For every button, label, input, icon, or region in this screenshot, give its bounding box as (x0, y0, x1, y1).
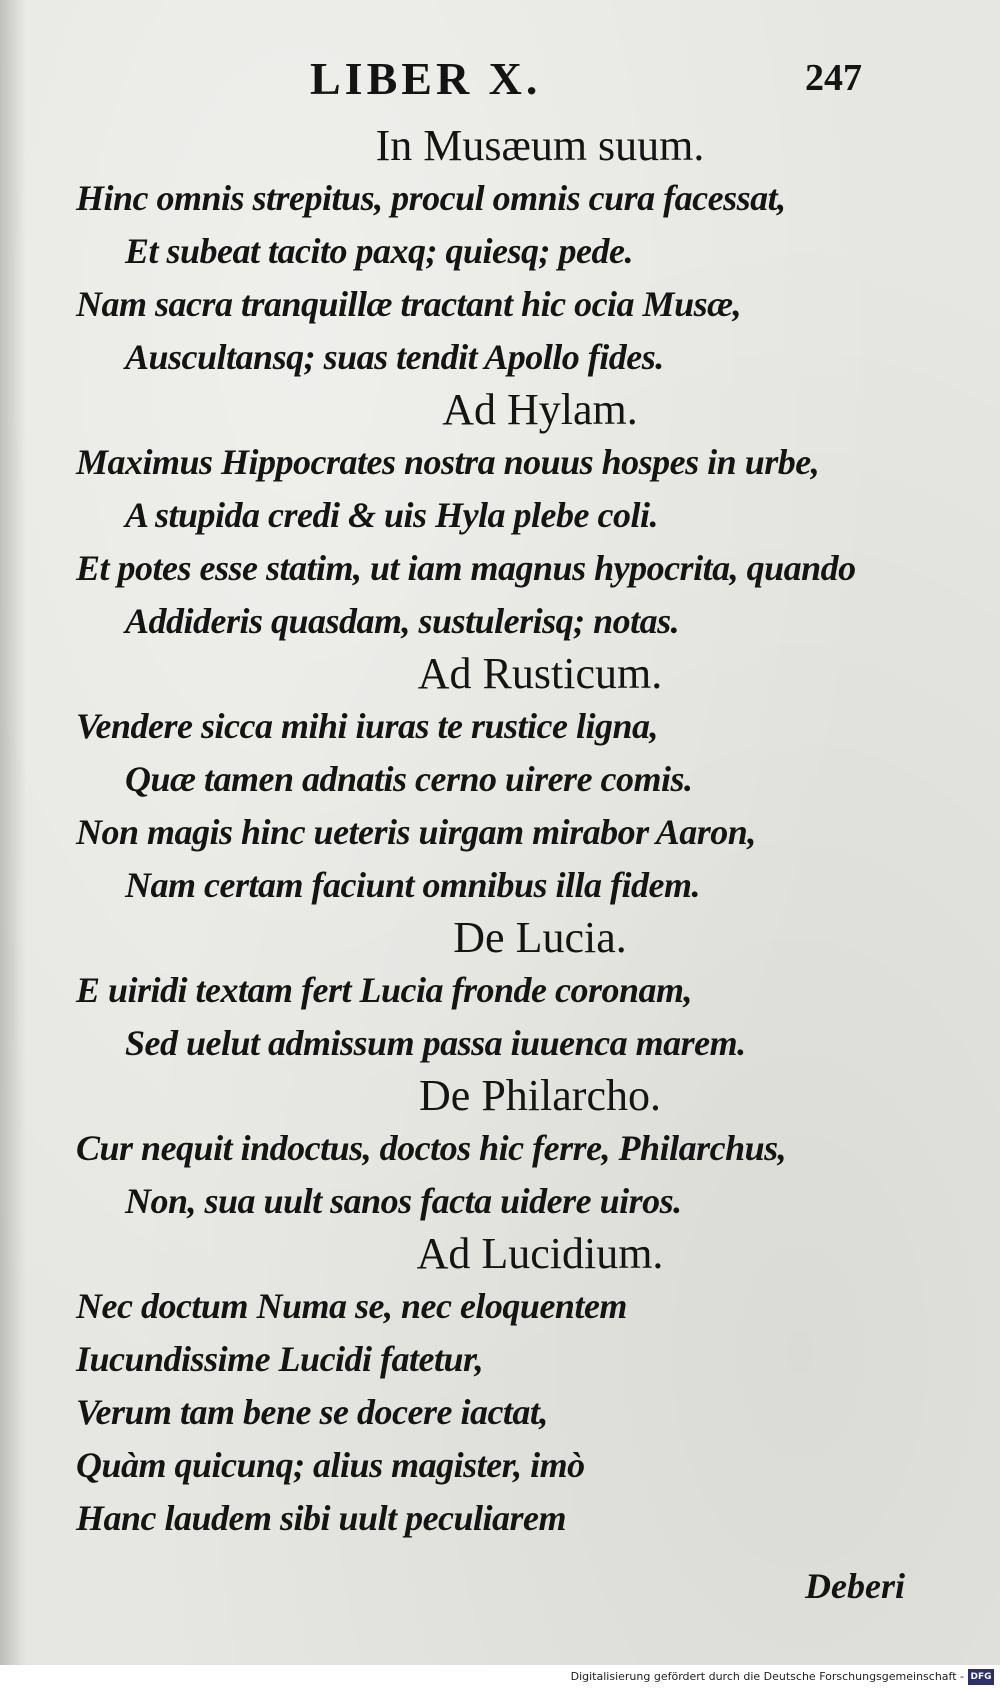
funding-notice: Digitalisierung gefördert durch die Deutsche Forschungsgemeinschaft - (570, 1670, 964, 1683)
verse-line: Maximus Hippocrates nostra nouus hospes in urbe, (76, 442, 820, 482)
verse-line: Addideris quasdam, sustulerisq; notas. (125, 601, 680, 641)
verse-line: Hinc omnis strepitus, procul omnis cura facessat, (76, 178, 786, 218)
poem-title: Ad Hylam. (442, 385, 638, 434)
verse-line: Quæ tamen adnatis cerno uirere comis. (125, 759, 693, 799)
catchword: Deberi (805, 1566, 905, 1606)
dfg-logo: DFG (968, 1669, 994, 1685)
verse-line: Et subeat tacito paxq; quiesq; pede. (125, 231, 633, 271)
verse-line: Non, sua uult sanos facta uidere uiros. (125, 1181, 682, 1221)
verse-line: E uiridi textam fert Lucia fronde coronam, (76, 970, 693, 1010)
page-body (0, 120, 1000, 1545)
poem-title: In Musæum suum. (375, 121, 705, 170)
verse-line: Non magis hinc ueteris uirgam mirabor Aaron, (76, 812, 756, 852)
verse-line: Vendere sicca mihi iuras te rustice ligna, (76, 706, 659, 746)
verse-line: Nam sacra tranquillæ tractant hic ocia Musæ, (76, 284, 742, 324)
verse-line: A stupida credi & uis Hyla plebe coli. (125, 495, 658, 535)
verse-line: Sed uelut admissum passa iuuenca marem. (125, 1023, 746, 1063)
verse-line: Quàm quicunq; alius magister, imò (76, 1445, 585, 1485)
digitization-footer (0, 1665, 1000, 1690)
verse-line: Hanc laudem sibi uult peculiarem (76, 1498, 567, 1538)
verse-line: Nec doctum Numa se, nec eloquentem (76, 1286, 627, 1326)
running-head: LIBER X. (310, 53, 542, 104)
verse-line: Auscultansq; suas tendit Apollo fides. (125, 337, 664, 377)
verse-line: Nam certam faciunt omnibus illa fidem. (125, 865, 701, 905)
poem-title: De Philarcho. (419, 1071, 661, 1120)
verse-line: Et potes esse statim, ut iam magnus hypocrita, quando (76, 548, 856, 588)
poem-title: De Lucia. (453, 913, 627, 962)
verse-line: Verum tam bene se docere iactat, (76, 1392, 548, 1432)
page-number: 247 (805, 57, 862, 99)
poem-title: Ad Lucidium. (416, 1229, 664, 1278)
verse-line: Cur nequit indoctus, doctos hic ferre, Philarchus, (76, 1128, 787, 1168)
page-header (0, 52, 1000, 112)
verse-line: Iucundissime Lucidi fatetur, (76, 1339, 484, 1379)
poem-title: Ad Rusticum. (417, 649, 663, 698)
